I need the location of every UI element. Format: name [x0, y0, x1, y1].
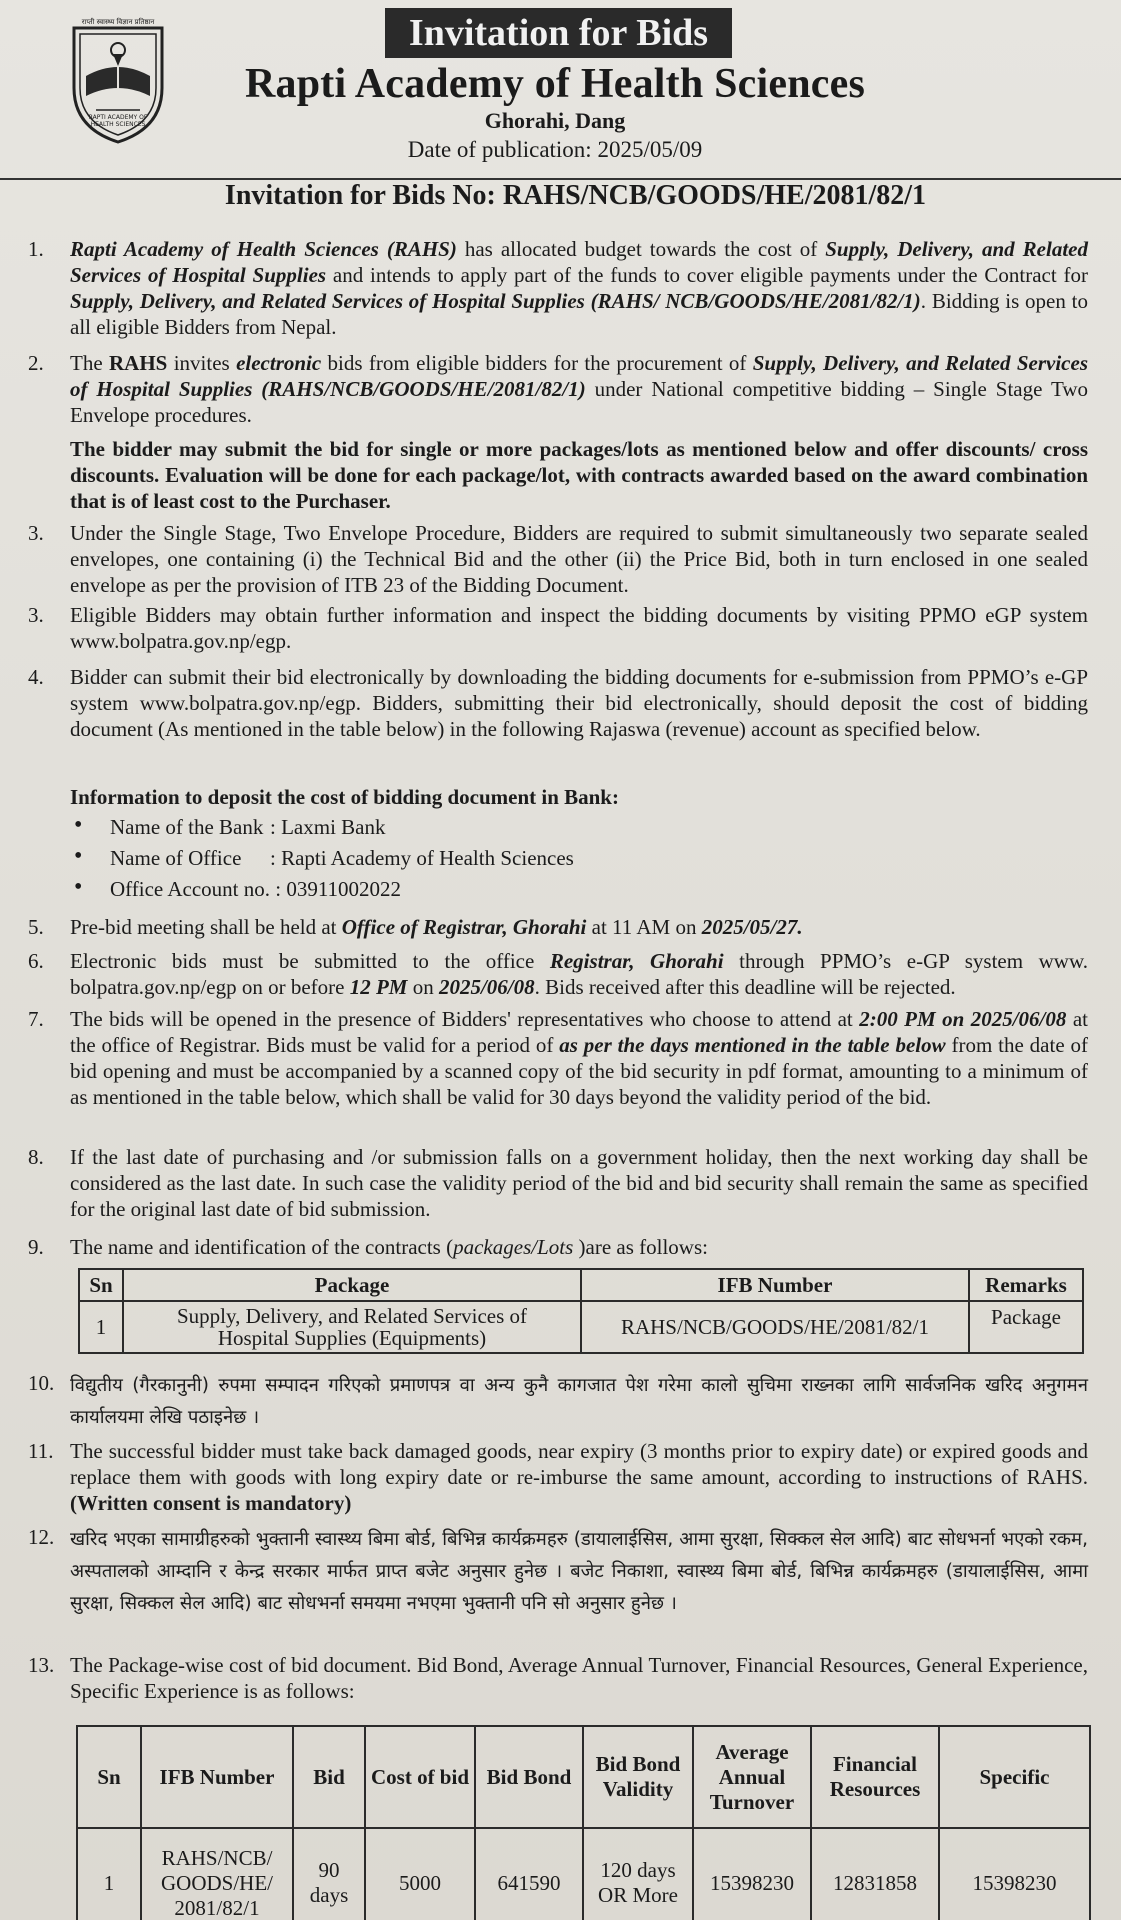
column-header: Sn	[77, 1726, 141, 1828]
column-header: Remarks	[969, 1269, 1083, 1301]
clause-9	[28, 1234, 1088, 1260]
table-header-row	[79, 1269, 1083, 1301]
clause-number: 10.	[28, 1371, 55, 1395]
clause-text: खरिद भएका सामाग्रीहरुको भुक्तानी स्वास्थ्य बिमा बोर्ड, बिभिन्न कार्यक्रमहरु (डायालाईसिस, आमा सुरक्षा, सिक्कल सेल आदि) बाट सोधभर्ना भएको रकम, अस्पतालको आम्दानि र केन्द्र सरकार मार्फत प्राप्त बजेट अनुसार हुनेछ । बजेट निकाशा, स्वास्थ्य बिमा बोर्ड, बिभिन्न कार्यक्रमहरु (डायालाईसिस, आमा सुरक्षा, सिक्कल सेल आदि) बाट सोधभर्ना समयमा नभएमा भुक्तानी पनि सो अनुसार हुनेछ ।	[70, 1529, 1088, 1614]
column-header: Financial Resources	[811, 1726, 939, 1828]
list-item	[70, 876, 1088, 907]
table-cell: 641590	[475, 1828, 583, 1920]
clause-text: electronic	[236, 351, 322, 375]
clause-text: through PPMO’s e-GP system www. bolpatra.gov.np/egp on or before	[70, 949, 1088, 999]
clause-text: has allocated budget towards the cost of	[456, 237, 826, 261]
clause-12	[28, 1524, 1088, 1620]
clause-text: Pre-bid meeting shall be held at	[70, 915, 342, 939]
bank-info-list	[70, 814, 1088, 907]
clause-3a	[28, 520, 1088, 598]
ifb-number-heading: Invitation for Bids No: RAHS/NCB/GOODS/HE/2081/82/1	[224, 180, 927, 211]
table-cell: 5000	[365, 1828, 475, 1920]
logo-bottom-text-1: RAPTI ACADEMY OF	[88, 114, 148, 121]
clause-text: . Bids received after this deadline will be rejected.	[534, 975, 956, 999]
bank-name-value: : Laxmi Bank	[270, 815, 386, 839]
clause-2-note	[28, 436, 1088, 514]
office-name-label: Name of Office	[110, 846, 242, 870]
clause-number: 1.	[28, 237, 44, 261]
clause-text: The name and identification of the contracts (	[70, 1235, 454, 1259]
clause-text: Bidder can submit their bid electronically by downloading the bidding documents for e-submission from PPMO’s e-GP system www.bolpatra.gov.np/egp. Bidders, submitting their bid electronically, should deposit the cost of bidding document (As mentioned in the table below) in the following Rajaswa (revenue) account as specified below.	[70, 665, 1088, 741]
clause-11	[28, 1438, 1088, 1516]
clause-number: 5.	[28, 915, 44, 939]
clause-7	[28, 1006, 1088, 1110]
clause-4	[28, 664, 1088, 742]
clause-number: 9.	[28, 1235, 44, 1259]
bid-cost-table	[76, 1725, 1091, 1920]
bank-info	[28, 784, 1088, 907]
table-cell: 15398230	[939, 1828, 1090, 1920]
logo-top-text: राप्ती स्वास्थ्य विज्ञान प्रतिष्ठान	[81, 18, 155, 26]
clause-text: . Bidding is open to all eligible Bidders from Nepal.	[70, 289, 1088, 339]
clause-text: Registrar, Ghorahi	[549, 949, 724, 973]
clause-text: Under the Single Stage, Two Envelope Procedure, Bidders are required to submit simultaneously two separate sealed envelopes, one containing (i) the Technical Bid and the other (ii) the Price Bid, both in turn enclosed in one sealed envelope as per the provision of ITB 23 of the Bidding Document.	[70, 521, 1088, 597]
clause-number: 8.	[28, 1145, 44, 1169]
column-header: IFB Number	[141, 1726, 293, 1828]
clause-text: Supply, Delivery, and Related Services of Hospital Supplies (RAHS/ NCB/GOODS/HE/2081/82/1)	[70, 289, 921, 313]
clause-text: Rapti Academy of Health Sciences (RAHS)	[70, 237, 457, 261]
clause-text: under National competitive bidding – Single Stage Two Envelope procedures.	[70, 377, 1088, 427]
clause-text: packages/Lots	[453, 1235, 574, 1259]
table-cell: 90 days	[293, 1828, 365, 1920]
table-row	[79, 1301, 1083, 1353]
table-cell: RAHS/NCB/ GOODS/HE/ 2081/82/1	[141, 1828, 293, 1920]
clause-6	[28, 948, 1088, 1000]
clause-10	[28, 1370, 1088, 1434]
clause-text: RAHS	[109, 351, 168, 375]
clause-number: 7.	[28, 1007, 44, 1031]
column-header: Bid Bond Validity	[583, 1726, 693, 1828]
column-header: Sn	[79, 1269, 123, 1301]
clause-text: The	[70, 351, 109, 375]
clause-text: 2:00 PM on 2025/06/08	[859, 1007, 1067, 1031]
office-name-value: : Rapti Academy of Health Sciences	[270, 846, 574, 870]
bank-name-label: Name of the Bank	[110, 815, 264, 839]
publication-date: Date of publication: 2025/05/09	[407, 137, 703, 162]
clause-number: 6.	[28, 949, 44, 973]
clause-text: invites	[167, 351, 237, 375]
clause-text: bids from eligible bidders for the procurement of	[321, 351, 753, 375]
table-cell: 1	[77, 1828, 141, 1920]
clause-number: 12.	[28, 1525, 55, 1549]
clause-text: at 11 AM on	[586, 915, 702, 939]
office-account-number: Office Account no. : 03911002022	[110, 877, 402, 901]
column-header: IFB Number	[581, 1269, 969, 1301]
clause-text: 2025/05/27.	[701, 915, 803, 939]
clause-text: The bidder may submit the bid for single or more packages/lots as mentioned below and offer discounts/ cross discounts. Evaluation will be done for each package/lot, with contracts awarded based on the award combination that is of least cost to the Purchaser.	[70, 437, 1088, 513]
clause-number: 2.	[28, 351, 44, 375]
clause-1	[28, 236, 1088, 340]
clause-text: विद्युतीय (गैरकानुनी) रुपमा सम्पादन गरिएको प्रमाणपत्र वा अन्य कुनै कागजात पेश गरेमा कालो सुचिमा राख्नका लागि सार्वजनिक खरिद अनुगमन कार्यालयमा लेखि पठाइनेछ ।	[70, 1375, 1088, 1428]
clause-5	[28, 914, 1088, 940]
clause-text: (Written consent is mandatory)	[70, 1491, 352, 1515]
list-item	[70, 845, 1088, 876]
clause-text: Supply, Delivery, and Related Services of Hospital Supplies (RAHS/NCB/GOODS/HE/2081/82/1)	[70, 351, 1088, 401]
clause-text: Eligible Bidders may obtain further information and inspect the bidding documents by visiting PPMO eGP system www.bolpatra.gov.np/egp.	[70, 603, 1088, 653]
clause-2	[28, 350, 1088, 428]
table-cell: Supply, Delivery, and Related Services of Hospital Supplies (Equipments)	[123, 1301, 581, 1353]
clause-text: )are as follows:	[573, 1235, 708, 1259]
organization-name: Rapti Academy of Health Sciences	[245, 61, 865, 107]
table-cell: 120 days OR More	[583, 1828, 693, 1920]
table-cell: 15398230	[693, 1828, 811, 1920]
clause-number: 13.	[28, 1653, 55, 1677]
table-header-row	[77, 1726, 1090, 1828]
column-header: Bid	[293, 1726, 365, 1828]
clause-number: 3.	[28, 603, 44, 627]
clause-3b	[28, 602, 1088, 654]
clause-text: The successful bidder must take back damaged goods, near expiry (3 months prior to expiry date) or expired goods and replace them with goods with long expiry date or re-imburse the same amount, according to instructions of RAHS.	[70, 1439, 1088, 1489]
clause-text: 12 PM	[349, 975, 408, 999]
logo-bottom-text-2: HEALTH SCIENCES	[90, 121, 146, 128]
clause-text: on	[407, 975, 439, 999]
organization-location: Ghorahi, Dang	[484, 108, 626, 133]
table-row	[77, 1828, 1090, 1920]
clause-text: The bids will be opened in the presence of Bidders' representatives who choose to attend at	[70, 1007, 860, 1031]
column-header: Package	[123, 1269, 581, 1301]
clause-text: at the office of Registrar. Bids must be valid for a period of	[70, 1007, 1088, 1057]
column-header: Cost of bid	[365, 1726, 475, 1828]
table-cell: Package	[969, 1301, 1083, 1353]
table-cell: 12831858	[811, 1828, 939, 1920]
clause-text: Electronic bids must be submitted to the office	[70, 949, 550, 973]
clause-text: Office of Registrar, Ghorahi	[341, 915, 587, 939]
column-header: Specific	[939, 1726, 1090, 1828]
clause-number: 4.	[28, 665, 44, 689]
table-cell: 1	[79, 1301, 123, 1353]
clause-text: and intends to apply part of the funds to cover eligible payments under the Contract for	[326, 263, 1089, 287]
clause-text: Supply, Delivery, and Related Services of Hospital Supplies	[70, 237, 1088, 287]
clause-13	[28, 1652, 1088, 1704]
clause-text: from the date of bid opening and must be accompanied by a scanned copy of the bid security in pdf format, amounting to a minimum of as mentioned in the table below, which shall be valid for 30 days beyond the validity period of the bid.	[70, 1033, 1088, 1109]
column-header: Average Annual Turnover	[693, 1726, 811, 1828]
clause-number: 3.	[28, 521, 44, 545]
table-cell: RAHS/NCB/GOODS/HE/2081/82/1	[581, 1301, 969, 1353]
clause-text: as per the days mentioned in the table below	[559, 1033, 946, 1057]
clause-text: If the last date of purchasing and /or submission falls on a government holiday, then the next working day shall be considered as the last date. In such case the validity period of the bid and bid security shall remain the same as specified for the original last date of bid submission.	[70, 1145, 1088, 1221]
contracts-table	[78, 1268, 1084, 1354]
clause-number: 11.	[28, 1439, 54, 1463]
clause-text: 2025/06/08	[438, 975, 535, 999]
bank-info-heading: Information to deposit the cost of bidding document in Bank:	[70, 785, 619, 809]
clause-8	[28, 1144, 1088, 1222]
column-header: Bid Bond	[475, 1726, 583, 1828]
clause-text: The Package-wise cost of bid document. Bid Bond, Average Annual Turnover, Financial Resources, General Experience, Specific Experience is as follows:	[70, 1653, 1088, 1703]
list-item	[70, 814, 1088, 845]
banner-title: Invitation for Bids	[385, 8, 732, 58]
